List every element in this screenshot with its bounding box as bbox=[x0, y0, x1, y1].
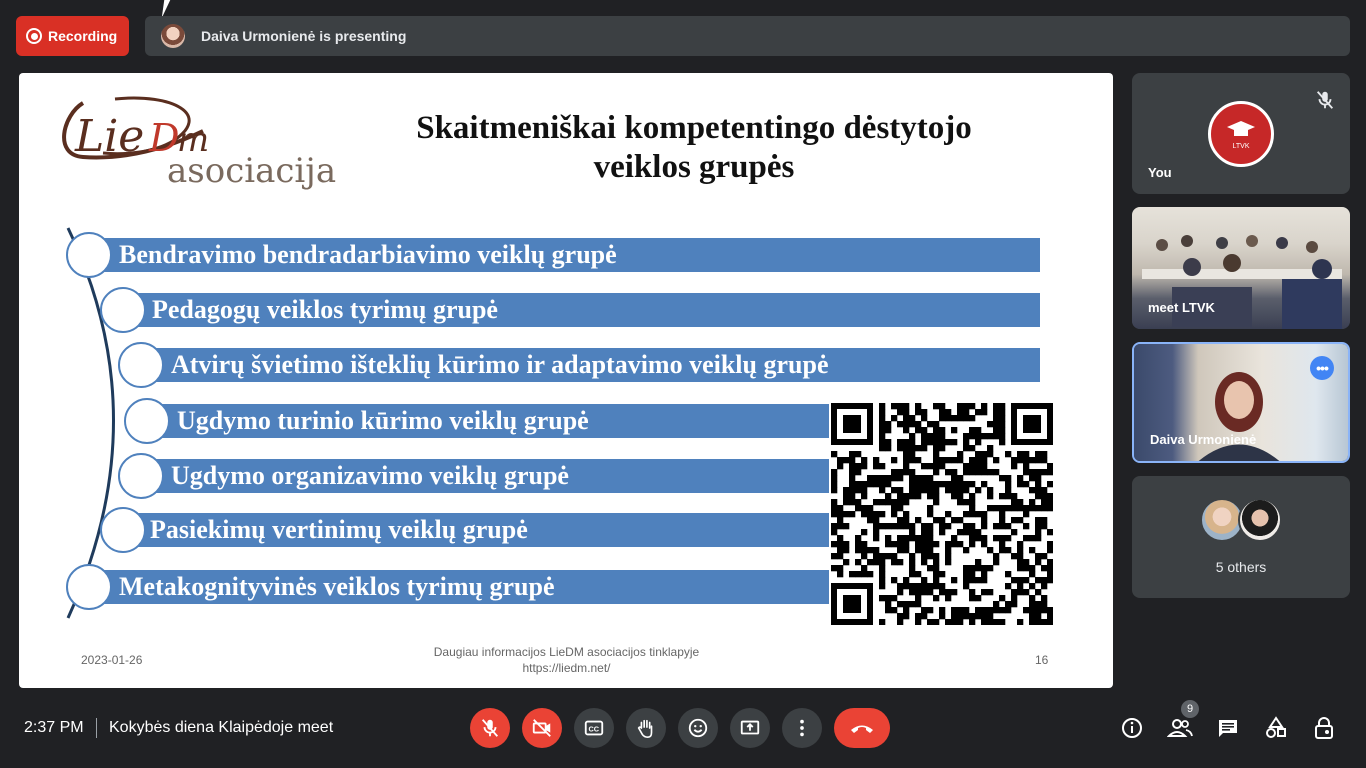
presenter-avatar bbox=[161, 24, 185, 48]
participant-tile-you[interactable] bbox=[1132, 73, 1350, 194]
divider bbox=[96, 718, 97, 738]
timeline-node bbox=[100, 507, 146, 553]
more-vert-icon bbox=[791, 717, 813, 739]
group-item-5 bbox=[141, 459, 829, 493]
participant-tile-others[interactable] bbox=[1132, 476, 1350, 598]
graduation-cap-icon bbox=[1226, 119, 1256, 141]
present-screen-button[interactable] bbox=[730, 708, 770, 748]
mic-off-icon bbox=[1314, 89, 1336, 111]
svg-text:CC: CC bbox=[588, 724, 600, 734]
mic-toggle-button[interactable] bbox=[470, 708, 510, 748]
presentation-slide bbox=[19, 73, 1113, 688]
hangup-icon bbox=[849, 721, 875, 735]
raise-hand-button[interactable] bbox=[626, 708, 666, 748]
group-item-label: Metakognityvinės veiklos tyrimų grupė bbox=[119, 572, 555, 601]
leave-call-button[interactable] bbox=[834, 708, 890, 748]
svg-text:m: m bbox=[177, 120, 210, 160]
slide-title-line2: veiklos grupės bbox=[593, 149, 795, 185]
meeting-name: Kokybės diena Klaipėdoje meet bbox=[109, 719, 334, 736]
participant-tile-meet-ltvk[interactable] bbox=[1132, 207, 1350, 329]
group-item-4 bbox=[147, 404, 829, 438]
recording-label: Recording bbox=[48, 28, 118, 44]
people-icon bbox=[1167, 716, 1193, 740]
mic-off-icon bbox=[479, 717, 501, 739]
lock-person-icon bbox=[1312, 716, 1336, 740]
hand-icon bbox=[635, 717, 657, 739]
current-time: 2:37 PM bbox=[24, 719, 84, 736]
host-controls-button[interactable] bbox=[1310, 714, 1338, 742]
activities-button[interactable] bbox=[1262, 714, 1290, 742]
participant-name: You bbox=[1148, 165, 1172, 180]
timeline-node bbox=[100, 287, 146, 333]
group-item-2 bbox=[123, 293, 1040, 327]
ltvk-avatar bbox=[1208, 101, 1274, 167]
timeline-node bbox=[118, 342, 164, 388]
timeline-node bbox=[66, 564, 112, 610]
slide-title-line1: Skaitmeniškai kompetentingo dėstytojo bbox=[416, 110, 972, 146]
emoji-icon bbox=[687, 717, 709, 739]
more-options-icon[interactable]: ••• bbox=[1310, 356, 1334, 380]
others-label: 5 others bbox=[1215, 559, 1267, 575]
people-button[interactable] bbox=[1166, 714, 1194, 742]
activities-icon bbox=[1264, 716, 1288, 740]
group-item-label: Pasiekimų vertinimų veiklų grupė bbox=[150, 515, 528, 544]
recording-button[interactable] bbox=[16, 16, 129, 56]
group-item-7 bbox=[89, 570, 829, 604]
participant-tile-presenter[interactable] bbox=[1132, 342, 1350, 463]
more-options-button[interactable] bbox=[782, 708, 822, 748]
group-item-label: Ugdymo organizavimo veiklų grupė bbox=[171, 461, 569, 490]
presenting-banner[interactable] bbox=[145, 16, 1350, 56]
chat-icon bbox=[1216, 716, 1240, 740]
logo-text: asociacija bbox=[167, 151, 337, 191]
camera-toggle-button[interactable] bbox=[522, 708, 562, 748]
info-icon bbox=[1120, 716, 1144, 740]
avatar-text: LTVK bbox=[1232, 142, 1250, 150]
footer-info-line1: Daugiau informacijos LieDM asociacijos tinklapyje bbox=[433, 645, 700, 659]
group-item-1 bbox=[89, 238, 1040, 272]
group-item-label: Ugdymo turinio kūrimo veiklų grupė bbox=[177, 406, 589, 435]
record-icon bbox=[26, 28, 42, 44]
participant-name: Daiva Urmonienė bbox=[1150, 432, 1257, 447]
group-item-label: Bendravimo bendradarbiavimo veiklų grupė bbox=[119, 240, 617, 269]
footer-date: 2023-01-26 bbox=[81, 653, 143, 667]
participant-count-badge: 9 bbox=[1181, 700, 1199, 718]
qr-code-icon bbox=[831, 403, 1053, 625]
svg-text:Lie: Lie bbox=[75, 111, 145, 162]
slide-title bbox=[349, 109, 1039, 187]
footer-url: https://liedm.net/ bbox=[522, 661, 611, 675]
timeline-node bbox=[124, 398, 170, 444]
group-item-6 bbox=[123, 513, 829, 547]
participant-name: meet LTVK bbox=[1148, 300, 1215, 315]
group-item-label: Atvirų švietimo išteklių kūrimo ir adaptavimo veiklų grupė bbox=[171, 350, 829, 379]
group-item-3 bbox=[141, 348, 1040, 382]
captions-icon bbox=[583, 717, 605, 739]
camera-off-icon bbox=[531, 717, 553, 739]
svg-text:D: D bbox=[149, 116, 180, 160]
meeting-details-button[interactable] bbox=[1118, 714, 1146, 742]
timeline-node bbox=[66, 232, 112, 278]
footer-info bbox=[409, 644, 724, 676]
slide-page-number: 16 bbox=[1035, 653, 1049, 667]
present-icon bbox=[739, 717, 761, 739]
chat-button[interactable] bbox=[1214, 714, 1242, 742]
group-item-label: Pedagogų veiklos tyrimų grupė bbox=[152, 295, 498, 324]
reactions-button[interactable] bbox=[678, 708, 718, 748]
timeline-node bbox=[118, 453, 164, 499]
participant-avatar bbox=[1238, 498, 1282, 542]
captions-button[interactable] bbox=[574, 708, 614, 748]
presenting-text: Daiva Urmonienė is presenting bbox=[201, 28, 407, 44]
